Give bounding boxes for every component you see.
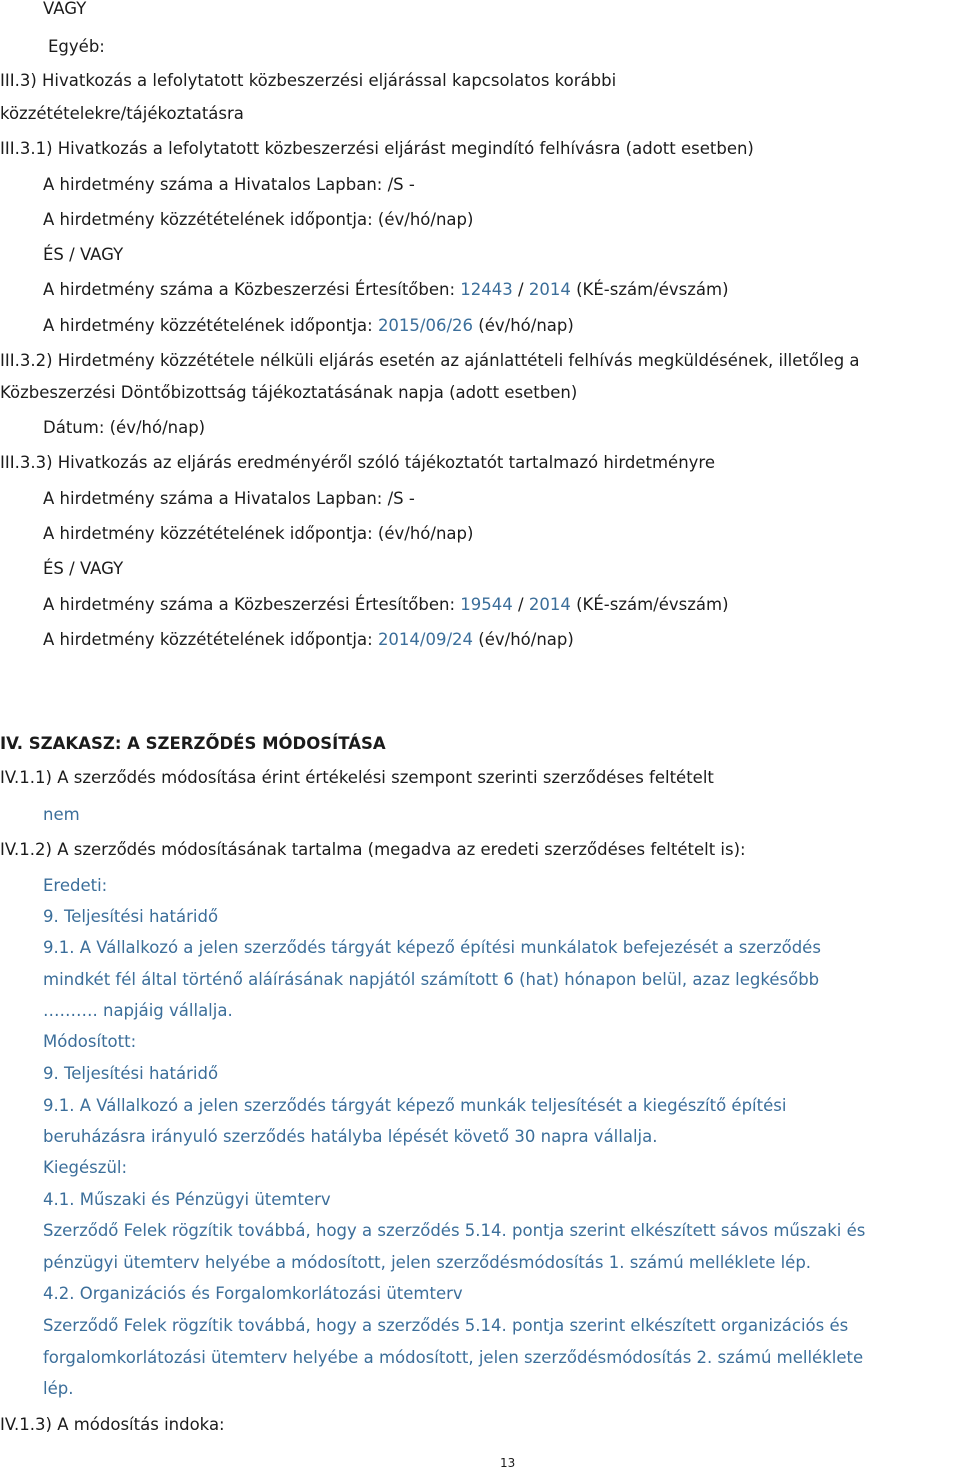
ke-number-value: 12443 (460, 280, 513, 299)
content-line: 9.1. A Vállalkozó a jelen szerződés tárgyát képező építési munkálatok befejezését a szerződés (43, 938, 821, 957)
hivatalos-lap-number-2: A hirdetmény száma a Hivatalos Lapban: /S - (43, 489, 415, 508)
content-line: pénzügyi ütemterv helyébe a módosított, jelen szerződésmódosítás 1. számú melléklete lép. (43, 1253, 812, 1272)
publication-date-prefix: A hirdetmény közzétételének időpontja: (43, 630, 378, 649)
egyeb-label: Egyéb: (48, 37, 105, 56)
content-line: lép. (43, 1379, 74, 1398)
content-line: 9. Teljesítési határidő (43, 1064, 219, 1083)
content-line: Szerződő Felek rögzítik továbbá, hogy a szerződés 5.14. pontja szerint elkészített sávos műszaki és (43, 1221, 866, 1240)
content-line: 4.2. Organizációs és Forgalomkorlátozási ütemterv (43, 1284, 463, 1303)
heading-iii-3-1: III.3.1) Hivatkozás a lefolytatott közbeszerzési eljárást megindító felhívásra (adott esetben) (0, 139, 754, 158)
content-line: 4.1. Műszaki és Pénzügyi ütemterv (43, 1190, 331, 1209)
heading-iii-3-3: III.3.3) Hivatkozás az eljárás eredményéről szóló tájékoztatót tartalmazó hirdetményre (0, 453, 716, 472)
ke-number-prefix: A hirdetmény száma a Közbeszerzési Értesítőben: (43, 595, 461, 614)
ke-number-line-2 (43, 594, 729, 616)
publication-date-suffix: (év/hó/nap) (473, 316, 574, 335)
content-line: Szerződő Felek rögzítik továbbá, hogy a szerződés 5.14. pontja szerint elkészített organizációs és (43, 1316, 849, 1335)
publication-date-line-2 (43, 629, 574, 651)
ke-number-suffix: (KÉ-szám/évszám) (570, 280, 729, 299)
answer-nem: nem (43, 805, 80, 824)
publication-date-suffix: (év/hó/nap) (473, 630, 574, 649)
ke-number-line (43, 279, 729, 301)
vagy-label: VAGY (43, 0, 87, 18)
heading-iv-1-3: IV.1.3) A módosítás indoka: (0, 1415, 225, 1434)
ke-number-value: 19544 (460, 595, 513, 614)
content-line: 9. Teljesítési határidő (43, 907, 219, 926)
content-line: Kiegészül: (43, 1158, 128, 1177)
heading-iii-3: III.3) Hivatkozás a lefolytatott közbeszerzési eljárással kapcsolatos korábbi (0, 71, 617, 90)
es-vagy-label-2: ÉS / VAGY (43, 559, 124, 578)
content-line: ………. napjáig vállalja. (43, 1001, 233, 1020)
content-line: Módosított: (43, 1032, 137, 1051)
content-line: beruházásra irányuló szerződés hatályba lépését követő 30 napra vállalja. (43, 1127, 658, 1146)
publication-date-empty-2: A hirdetmény közzétételének időpontja: (év/hó/nap) (43, 524, 474, 543)
publication-date-value: 2014/09/24 (377, 630, 474, 649)
heading-iv-1-1: IV.1.1) A szerződés módosítása érint értékelési szempont szerinti szerződéses feltételt (0, 768, 714, 787)
datum-label: Dátum: (év/hó/nap) (43, 418, 206, 437)
ke-number-prefix: A hirdetmény száma a Közbeszerzési Értesítőben: (43, 280, 461, 299)
ke-number-sep: / (512, 595, 529, 614)
ke-year-value: 2014 (528, 280, 571, 299)
es-vagy-label: ÉS / VAGY (43, 245, 124, 264)
publication-date-prefix: A hirdetmény közzétételének időpontja: (43, 316, 378, 335)
section-iv-title: IV. SZAKASZ: A SZERZŐDÉS MÓDOSÍTÁSA (0, 734, 386, 753)
heading-iii-3-2: III.3.2) Hirdetmény közzététele nélküli eljárás esetén az ajánlattételi felhívás megküldésének, illetőleg a (0, 351, 860, 370)
page-number: 13 (500, 1456, 516, 1470)
publication-date-value: 2015/06/26 (377, 316, 474, 335)
heading-iv-1-2: IV.1.2) A szerződés módosításának tartalma (megadva az eredeti szerződéses feltételt is): (0, 840, 746, 859)
hivatalos-lap-number: A hirdetmény száma a Hivatalos Lapban: /S - (43, 175, 415, 194)
publication-date-empty: A hirdetmény közzétételének időpontja: (év/hó/nap) (43, 210, 474, 229)
content-line: forgalomkorlátozási ütemterv helyébe a módosított, jelen szerződésmódosítás 2. számú melléklete (43, 1348, 864, 1367)
publication-date-line (43, 315, 574, 337)
heading-iii-3-2-cont: Közbeszerzési Döntőbizottság tájékoztatásának napja (adott esetben) (0, 383, 578, 402)
ke-year-value: 2014 (528, 595, 571, 614)
content-line: 9.1. A Vállalkozó a jelen szerződés tárgyát képező munkák teljesítését a kiegészítő építési (43, 1096, 787, 1115)
content-line: mindkét fél által történő aláírásának napjától számított 6 (hat) hónapon belül, azaz legkésőbb (43, 970, 820, 989)
content-line: Eredeti: (43, 876, 108, 895)
heading-iii-3-cont: közzétételekre/tájékoztatásra (0, 104, 244, 123)
ke-number-suffix: (KÉ-szám/évszám) (570, 595, 729, 614)
ke-number-sep: / (512, 280, 529, 299)
